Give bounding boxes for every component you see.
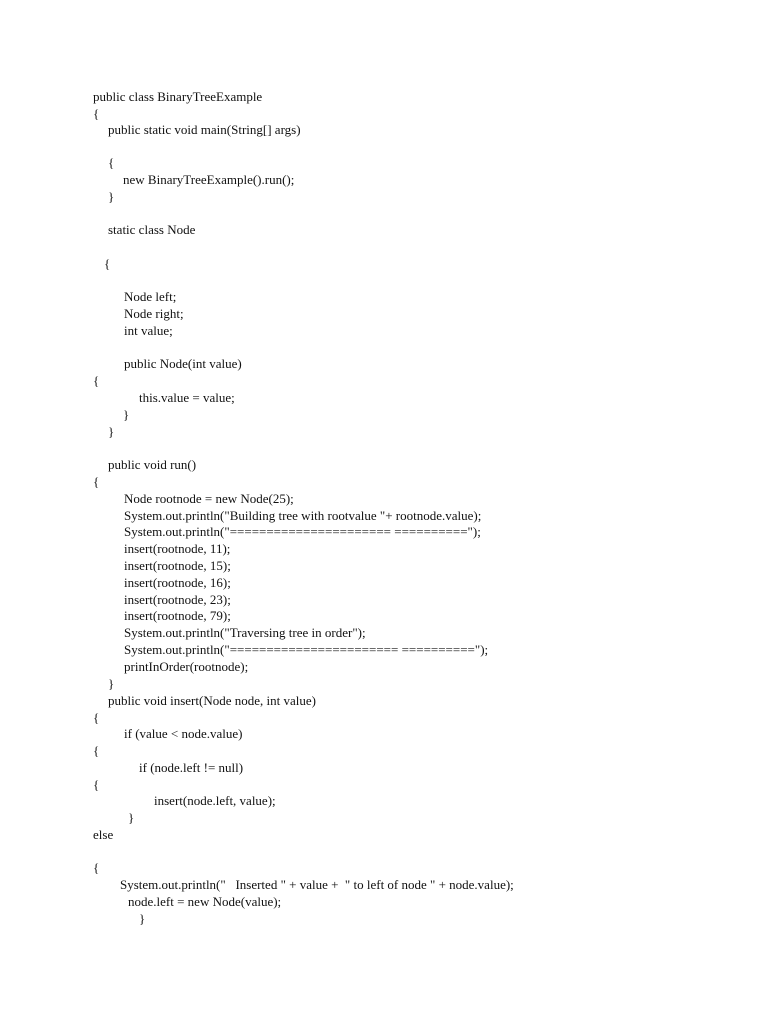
code-line: insert(rootnode, 11);	[124, 541, 231, 556]
code-line: insert(rootnode, 79);	[124, 608, 231, 623]
code-line: this.value = value;	[139, 390, 235, 405]
code-line: }	[123, 407, 130, 422]
code-line: Node left;	[124, 289, 177, 304]
code-line: else	[93, 827, 114, 842]
code-line: public static void main(String[] args)	[108, 122, 301, 137]
code-line: public void run()	[108, 457, 197, 472]
code-line: public void insert(Node node, int value)	[108, 693, 316, 708]
code-line: System.out.println("====================== ==========");	[124, 524, 481, 539]
code-line: node.left = new Node(value);	[128, 894, 282, 909]
code-line: }	[128, 810, 135, 825]
code-line: Node right;	[124, 306, 184, 321]
code-line: insert(rootnode, 15);	[124, 558, 231, 573]
code-line: public Node(int value)	[124, 356, 242, 371]
code-line: System.out.println("Traversing tree in order");	[124, 625, 366, 640]
code-line: {	[93, 743, 100, 758]
code-line: }	[108, 676, 115, 691]
code-line: }	[108, 189, 115, 204]
code-line: insert(rootnode, 23);	[124, 592, 231, 607]
code-line: insert(rootnode, 16);	[124, 575, 231, 590]
code-line: insert(node.left, value);	[154, 793, 276, 808]
code-line: {	[104, 256, 111, 271]
code-line: static class Node	[108, 222, 196, 237]
code-line: public class BinaryTreeExample	[93, 89, 263, 104]
code-line: {	[93, 710, 100, 725]
code-line: new BinaryTreeExample().run();	[123, 172, 295, 187]
code-line: if (node.left != null)	[139, 760, 244, 775]
code-line: {	[93, 777, 100, 792]
code-line: int value;	[124, 323, 173, 338]
code-line: {	[108, 155, 115, 170]
code-line: {	[93, 373, 100, 388]
code-line: if (value < node.value)	[124, 726, 243, 741]
code-line: }	[139, 911, 146, 926]
code-line: Node rootnode = new Node(25);	[124, 491, 294, 506]
code-line: }	[108, 424, 115, 439]
code-line: {	[93, 106, 100, 121]
code-line: System.out.println("======================= ==========");	[124, 642, 489, 657]
code-line: {	[93, 860, 100, 875]
code-line: System.out.println("Building tree with rootvalue "+ rootnode.value);	[124, 508, 482, 523]
code-line: printInOrder(rootnode);	[124, 659, 249, 674]
code-line: {	[93, 474, 100, 489]
code-line: System.out.println(" Inserted " + value + " to left of node " + node.value);	[120, 877, 514, 892]
